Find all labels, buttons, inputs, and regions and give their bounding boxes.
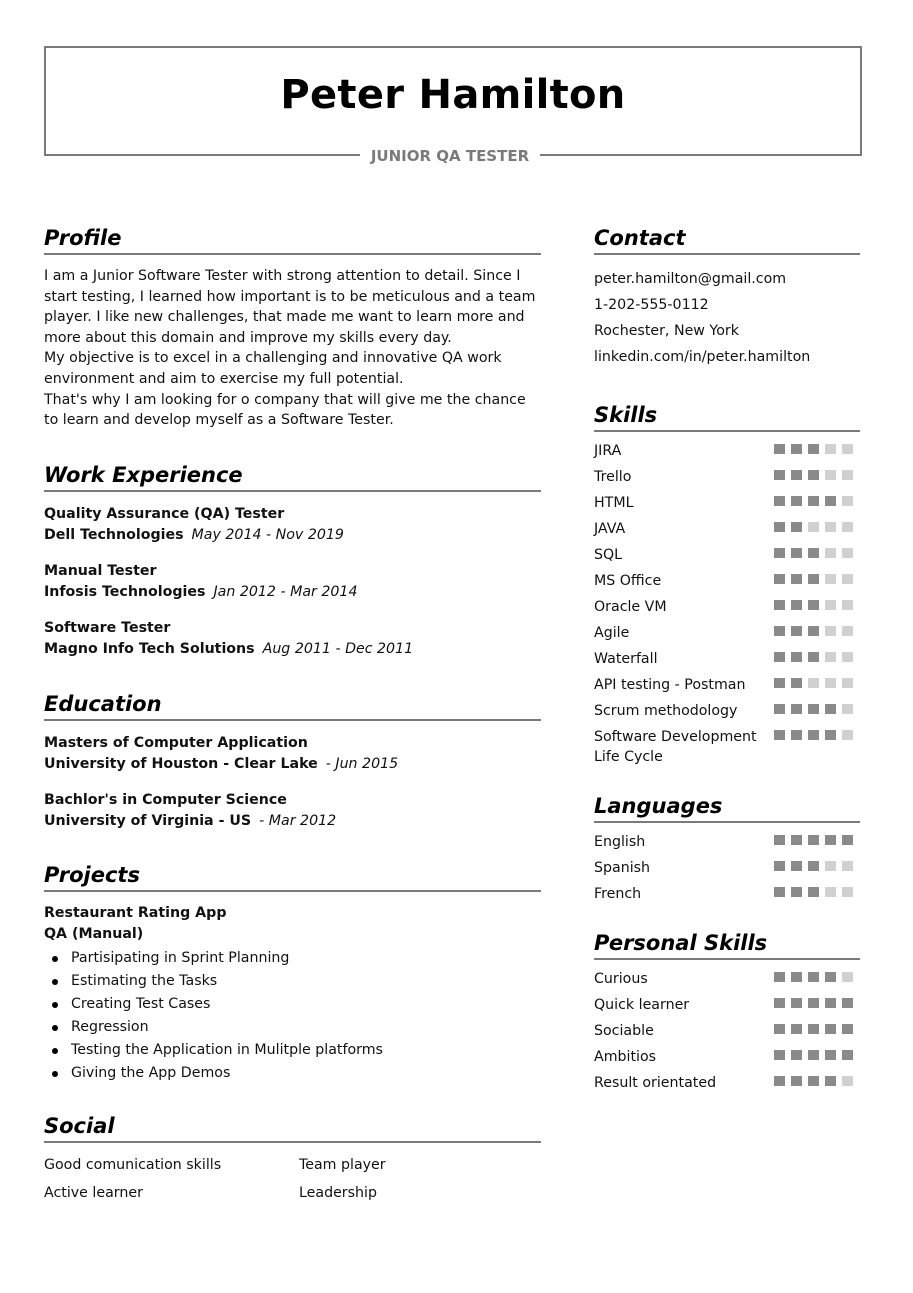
rating-label: Quick learner: [594, 997, 690, 1013]
rating-dots: [774, 467, 860, 487]
skills-section: [594, 401, 860, 767]
rating-label: Result orientated: [594, 1075, 717, 1091]
social-section: [44, 1112, 541, 1204]
rating-dot-filled: [774, 496, 785, 506]
rating-label: Spanish: [594, 860, 651, 876]
languages-list: [594, 832, 860, 904]
rating-dot-filled: [774, 652, 785, 662]
personal-skills-list: [594, 969, 860, 1093]
rating-label: Software Development Life Cycle: [594, 729, 757, 765]
job-entry: [44, 504, 541, 546]
rating-label: Curious: [594, 971, 648, 987]
rating-label: Scrum methodology: [594, 703, 738, 719]
rating-dot-empty: [842, 470, 853, 480]
rating-dots: [774, 623, 860, 643]
rating-dot-filled: [791, 972, 802, 982]
rating-row: [594, 1047, 860, 1067]
rating-dot-filled: [774, 444, 785, 454]
rating-dot-filled: [825, 972, 836, 982]
rating-dots: [774, 597, 860, 617]
rating-dot-filled: [774, 730, 785, 740]
job-company: Magno Info Tech Solutions: [44, 640, 255, 657]
rating-dot-empty: [842, 730, 853, 740]
rating-label: French: [594, 886, 642, 902]
rating-dot-empty: [825, 470, 836, 480]
rating-label: Sociable: [594, 1023, 654, 1039]
rating-dot-filled: [825, 1076, 836, 1086]
rating-dot-filled: [808, 1050, 819, 1060]
rating-dots: [774, 727, 860, 767]
rating-dot-filled: [791, 652, 802, 662]
rating-dot-filled: [808, 600, 819, 610]
personal-skills-section: [594, 929, 860, 1093]
rating-dot-empty: [825, 678, 836, 688]
rating-dots: [774, 995, 860, 1015]
rating-dot-empty: [842, 496, 853, 506]
rating-dot-empty: [825, 887, 836, 897]
profile-heading: Profile: [44, 224, 541, 255]
rating-dot-empty: [825, 522, 836, 532]
rating-dot-filled: [808, 1076, 819, 1086]
personal-skills-heading: Personal Skills: [594, 929, 860, 960]
rating-row: [594, 519, 860, 539]
rating-dot-filled: [808, 835, 819, 845]
profile-paragraph: I am a Junior Software Tester with strong attention to detail. Since I start testing, I learned how important is to be meticulous and a team player. I like new challenges, that made me want to learn more and more about this domain and improve my skills every day.: [44, 268, 536, 346]
rating-dots: [774, 1021, 860, 1041]
profile-paragraph: My objective is to excel in a challenging and innovative QA work environment and aim to exercise my full potential.: [44, 350, 502, 387]
rating-label: SQL: [594, 547, 623, 563]
education-degree: Bachlor's in Computer Science: [44, 791, 287, 808]
rating-label: Ambitios: [594, 1049, 657, 1065]
rating-row: [594, 995, 860, 1015]
rating-dots: [774, 884, 860, 904]
rating-dot-filled: [825, 496, 836, 506]
rating-row: [594, 675, 860, 695]
rating-dot-filled: [791, 548, 802, 558]
rating-dot-filled: [774, 1024, 785, 1034]
rating-dots: [774, 1073, 860, 1093]
job-dates: May 2014 - Nov 2019: [191, 526, 344, 543]
rating-dot-filled: [825, 704, 836, 714]
rating-row: [594, 701, 860, 721]
rating-row: [594, 467, 860, 487]
rating-dot-filled: [791, 998, 802, 1008]
social-item: Leadership: [299, 1184, 377, 1201]
rating-dot-empty: [825, 548, 836, 558]
rating-row: [594, 858, 860, 878]
rating-row: [594, 1073, 860, 1093]
rating-dot-empty: [842, 972, 853, 982]
list-item: Partisipating in Sprint Planning: [44, 947, 541, 970]
right-column: [594, 224, 860, 1099]
rating-dot-filled: [825, 730, 836, 740]
contact-heading: Contact: [594, 224, 860, 255]
rating-dots: [774, 832, 860, 852]
rating-dot-filled: [808, 730, 819, 740]
skills-heading: Skills: [594, 401, 860, 432]
contact-location: Rochester, New York: [594, 323, 739, 339]
job-role: Manual Tester: [44, 562, 157, 579]
rating-dot-filled: [774, 522, 785, 532]
education-school: University of Virginia - US: [44, 812, 252, 829]
skills-list: [594, 441, 860, 767]
rating-dot-filled: [808, 626, 819, 636]
rating-label: JIRA: [594, 443, 622, 459]
rating-dot-filled: [808, 652, 819, 662]
rating-dots: [774, 1047, 860, 1067]
job-dates: Jan 2012 - Mar 2014: [213, 583, 358, 600]
contact-phone: 1-202-555-0112: [594, 297, 709, 313]
rating-dot-filled: [791, 1050, 802, 1060]
rating-dot-empty: [825, 600, 836, 610]
rating-dot-filled: [808, 444, 819, 454]
profile-section: [44, 224, 541, 431]
rating-dot-filled: [791, 1024, 802, 1034]
header-box: [44, 46, 862, 156]
rating-dot-filled: [791, 444, 802, 454]
rating-label: Oracle VM: [594, 599, 667, 615]
rating-row: [594, 1021, 860, 1041]
rating-row: [594, 571, 860, 591]
rating-label: MS Office: [594, 573, 662, 589]
list-item: Testing the Application in Mulitple platforms: [44, 1039, 541, 1062]
rating-label: Trello: [594, 469, 632, 485]
rating-dot-filled: [808, 1024, 819, 1034]
social-heading: Social: [44, 1112, 541, 1143]
rating-row: [594, 969, 860, 989]
rating-dot-filled: [774, 861, 785, 871]
rating-dot-filled: [808, 972, 819, 982]
rating-row: [594, 597, 860, 617]
job-company: Dell Technologies: [44, 526, 184, 543]
rating-dot-empty: [842, 548, 853, 558]
rating-dot-filled: [774, 835, 785, 845]
rating-dots: [774, 571, 860, 591]
education-school: University of Houston - Clear Lake: [44, 755, 318, 772]
rating-dot-filled: [791, 887, 802, 897]
rating-dot-filled: [842, 1024, 853, 1034]
work-section: [44, 461, 541, 660]
rating-label: Waterfall: [594, 651, 658, 667]
rating-dot-filled: [774, 704, 785, 714]
rating-dot-filled: [808, 704, 819, 714]
rating-dot-filled: [791, 600, 802, 610]
rating-dots: [774, 675, 860, 695]
social-item: Active learner: [44, 1184, 143, 1201]
rating-dot-filled: [774, 470, 785, 480]
rating-dot-empty: [842, 444, 853, 454]
list-item: Giving the App Demos: [44, 1062, 541, 1085]
rating-dot-empty: [808, 678, 819, 688]
rating-dot-filled: [808, 574, 819, 584]
job-dates: Aug 2011 - Dec 2011: [262, 640, 414, 657]
rating-dot-filled: [825, 998, 836, 1008]
rating-dot-empty: [825, 444, 836, 454]
rating-dot-empty: [825, 861, 836, 871]
social-grid: [44, 1155, 541, 1204]
education-entry: [44, 790, 541, 832]
rating-dot-filled: [791, 678, 802, 688]
rating-dots: [774, 858, 860, 878]
rating-dot-filled: [774, 678, 785, 688]
rating-dots: [774, 649, 860, 669]
rating-dots: [774, 701, 860, 721]
rating-dot-filled: [791, 496, 802, 506]
rating-dot-filled: [791, 1076, 802, 1086]
rating-dots: [774, 493, 860, 513]
job-entry: [44, 561, 541, 603]
rating-dot-empty: [842, 1076, 853, 1086]
left-column: [44, 224, 541, 1204]
rating-label: API testing - Postman: [594, 677, 746, 693]
job-entry: [44, 618, 541, 660]
rating-dots: [774, 969, 860, 989]
rating-dot-filled: [808, 861, 819, 871]
rating-dot-filled: [774, 1076, 785, 1086]
rating-dot-empty: [842, 652, 853, 662]
education-heading: Education: [44, 690, 541, 721]
project-role: QA (Manual): [44, 925, 144, 942]
rating-dot-empty: [842, 678, 853, 688]
rating-dot-filled: [774, 998, 785, 1008]
list-item: Creating Test Cases: [44, 993, 541, 1016]
job-title: JUNIOR QA TESTER: [360, 145, 540, 167]
profile-text: [44, 266, 541, 431]
contact-list: [594, 266, 860, 370]
rating-dot-empty: [825, 652, 836, 662]
job-company: Infosis Technologies: [44, 583, 206, 600]
rating-label: Agile: [594, 625, 630, 641]
rating-dot-filled: [791, 835, 802, 845]
rating-dot-filled: [808, 548, 819, 558]
contact-section: [594, 224, 860, 370]
rating-dot-filled: [774, 1050, 785, 1060]
rating-dots: [774, 519, 860, 539]
rating-dot-filled: [825, 835, 836, 845]
rating-dot-filled: [842, 835, 853, 845]
candidate-name: Peter Hamilton: [280, 72, 626, 118]
rating-dot-filled: [808, 470, 819, 480]
rating-dot-filled: [791, 704, 802, 714]
rating-dot-empty: [808, 522, 819, 532]
rating-dot-empty: [842, 600, 853, 610]
job-role: Software Tester: [44, 619, 171, 636]
education-entry: [44, 733, 541, 775]
rating-dot-filled: [791, 626, 802, 636]
project-entry: [44, 903, 541, 945]
rating-dot-empty: [825, 574, 836, 584]
job-role: Quality Assurance (QA) Tester: [44, 505, 285, 522]
project-bullets: [44, 947, 541, 1085]
rating-dot-empty: [842, 574, 853, 584]
social-item: Team player: [299, 1156, 386, 1173]
rating-dot-filled: [825, 1024, 836, 1034]
rating-dot-empty: [842, 887, 853, 897]
rating-dot-filled: [842, 998, 853, 1008]
list-item: Regression: [44, 1016, 541, 1039]
education-dates: - Jun 2015: [325, 755, 399, 772]
rating-dot-filled: [774, 972, 785, 982]
rating-dot-empty: [842, 626, 853, 636]
rating-dots: [774, 545, 860, 565]
social-item: Good comunication skills: [44, 1156, 222, 1173]
rating-dot-filled: [808, 496, 819, 506]
rating-row: [594, 884, 860, 904]
education-section: [44, 690, 541, 832]
rating-dots: [774, 441, 860, 461]
education-dates: - Mar 2012: [259, 812, 337, 829]
profile-paragraph: That's why I am looking for o company that will give me the chance to learn and develop myself as a Software Tester.: [44, 391, 526, 429]
rating-dot-filled: [791, 522, 802, 532]
rating-dot-empty: [842, 522, 853, 532]
rating-dot-filled: [825, 1050, 836, 1060]
rating-row: [594, 832, 860, 852]
rating-dot-empty: [842, 704, 853, 714]
rating-dot-empty: [825, 626, 836, 636]
project-name: Restaurant Rating App: [44, 904, 227, 921]
rating-label: JAVA: [594, 521, 626, 537]
projects-heading: Projects: [44, 861, 541, 892]
rating-row: [594, 623, 860, 643]
rating-label: HTML: [594, 495, 634, 511]
rating-row: [594, 441, 860, 461]
contact-linkedin[interactable]: linkedin.com/in/peter.hamilton: [594, 349, 811, 365]
rating-dot-filled: [791, 470, 802, 480]
rating-dot-filled: [774, 548, 785, 558]
work-heading: Work Experience: [44, 461, 541, 492]
rating-dot-empty: [842, 861, 853, 871]
rating-dot-filled: [842, 1050, 853, 1060]
rating-dot-filled: [791, 730, 802, 740]
rating-dot-filled: [808, 887, 819, 897]
rating-row: [594, 649, 860, 669]
contact-email[interactable]: peter.hamilton@gmail.com: [594, 271, 787, 287]
education-degree: Masters of Computer Application: [44, 734, 308, 751]
languages-heading: Languages: [594, 792, 860, 823]
rating-dot-filled: [774, 574, 785, 584]
rating-label: English: [594, 834, 646, 850]
rating-dot-filled: [774, 626, 785, 636]
rating-dot-filled: [791, 574, 802, 584]
rating-row: [594, 493, 860, 513]
languages-section: [594, 792, 860, 904]
rating-row: [594, 545, 860, 565]
projects-section: [44, 861, 541, 1085]
rating-dot-filled: [808, 998, 819, 1008]
rating-dot-filled: [774, 600, 785, 610]
rating-row: [594, 727, 860, 767]
rating-dot-filled: [791, 861, 802, 871]
rating-dot-filled: [774, 887, 785, 897]
list-item: Estimating the Tasks: [44, 970, 541, 993]
